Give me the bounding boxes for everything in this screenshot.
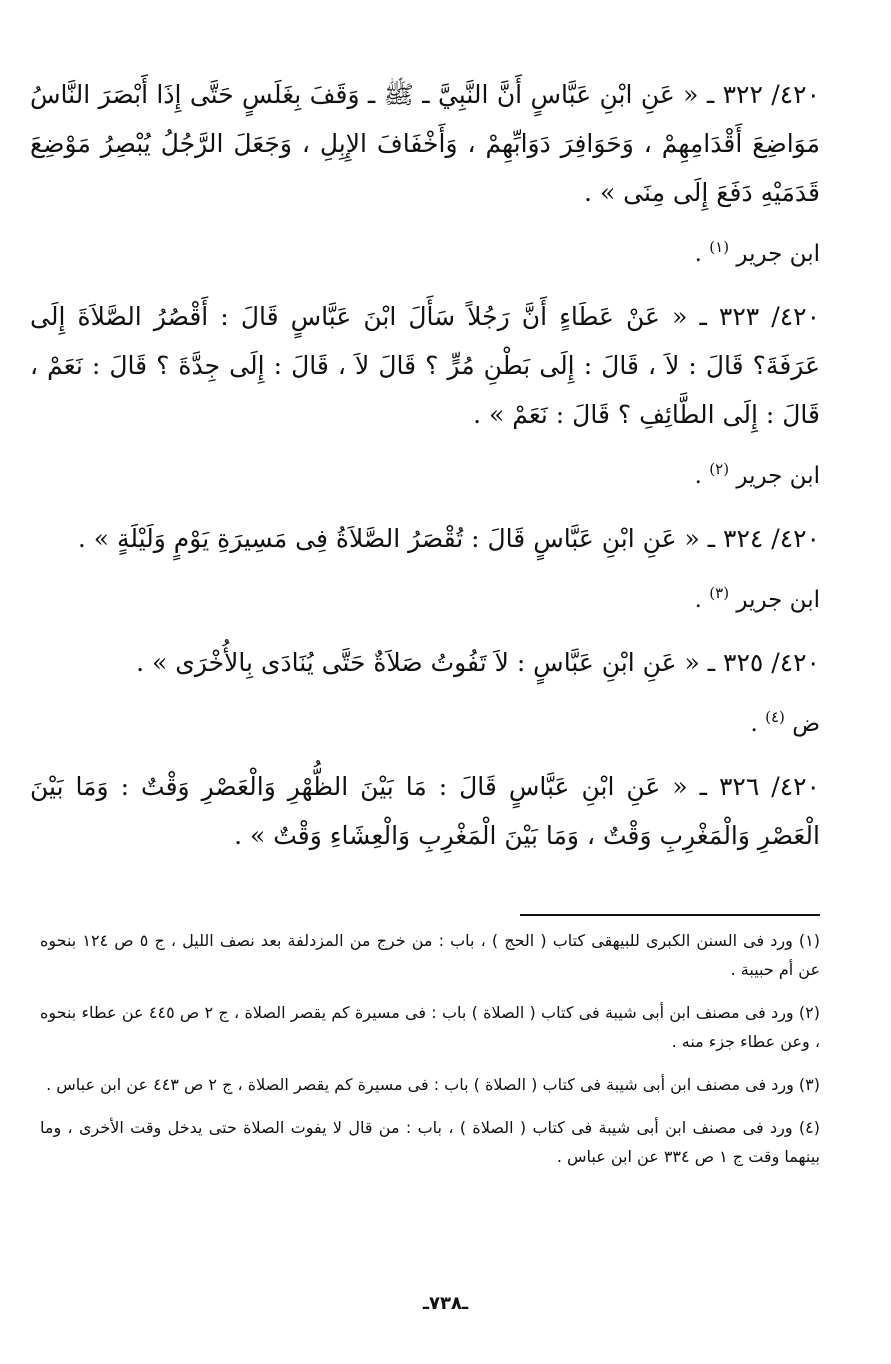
hadith-entry-325: ٤٢٠/ ٣٢٥ ـ « عَنِ ابْنِ عَبَّاسٍ : لاَ تَفُوتُ صَلاَةٌ حَتَّى يُنَادَى بِالأُخْرَى » . xyxy=(136,648,820,677)
footnote-ref-4[interactable]: (٤) xyxy=(765,708,785,726)
source-period: . xyxy=(750,711,758,737)
footnote-1: (١) ورد فى السنن الكبرى للبيهقى كتاب ( الحج ) ، باب : من خرج من المزدلفة بعد نصف الليل ، ج ٥ ص ١٢٤ بنحوه عن أم حبيبة . xyxy=(40,931,821,979)
source-line-3 xyxy=(30,573,820,620)
source-line-1 xyxy=(30,227,820,274)
source-name: ابن جرير xyxy=(736,587,820,613)
source-line-4 xyxy=(30,697,820,744)
source-line-2 xyxy=(30,449,820,496)
source-name: ابن جرير xyxy=(736,463,820,489)
footnote-ref-3[interactable]: (٣) xyxy=(709,584,730,602)
source-period: . xyxy=(694,241,702,267)
page-body xyxy=(30,70,820,870)
footnotes xyxy=(40,926,820,1185)
hadith-entry-322: ٤٢٠/ ٣٢٢ ـ « عَنِ ابْنِ عَبَّاسٍ أَنَّ النَّبِيَّ ـ ﷺ ـ وَقَفَ بِغَلَسٍ حَتَّى إِذَا أَبْصَرَ النَّاسُ مَوَاضِعَ أَقْدَامِهِمْ ، وَحَوَافِرَ دَوَابِّهِمْ ، وَأَخْفَافَ الإِبِلِ ، وَجَعَلَ الرَّجُلُ يُبْصِرُ مَوْضِعَ قَدَمَيْهِ دَفَعَ إِلَى مِنَى » . xyxy=(30,80,821,207)
footnote-3: (٣) ورد فى مصنف ابن أبى شيبة فى كتاب ( الصلاة ) باب : فى مسيرة كم يقصر الصلاة ، ج ٢ ص ٤٤٣ عن ابن عباس . xyxy=(46,1075,820,1094)
hadith-entry-324: ٤٢٠/ ٣٢٤ ـ « عَنِ ابْنِ عَبَّاسٍ قَالَ : تُقْصَرُ الصَّلاَةُ فِى مَسِيرَةِ يَوْمٍ وَلَيْلَةٍ » . xyxy=(77,524,820,553)
source-name: ض xyxy=(792,711,820,737)
footnote-4: (٤) ورد فى مصنف ابن أبى شيبة فى كتاب ( الصلاة ) ، باب : من قال لا يفوت الصلاة حتى يدخل وقت الأخرى ، وما بينهما وقت ج ١ ص ٣٣٤ عن ابن عباس . xyxy=(40,1118,820,1166)
hadith-entry-326: ٤٢٠/ ٣٢٦ ـ « عَنِ ابْنِ عَبَّاسٍ قَالَ : مَا بَيْنَ الظُّهْرِ وَالْعَصْرِ وَقْتٌ : وَمَا بَيْنَ الْعَصْرِ وَالْمَغْرِبِ وَقْتٌ ، وَمَا بَيْنَ الْمَغْرِبِ وَالْعِشَاءِ وَقْتٌ » . xyxy=(30,772,820,850)
hadith-entry-323: ٤٢٠/ ٣٢٣ ـ « عَنْ عَطَاءٍ أَنَّ رَجُلاً سَأَلَ ابْنَ عَبَّاسٍ قَالَ : أَقْصُرُ الصَّلاَةَ إِلَى عَرَفَةَ؟ قَالَ : لاَ ، قَالَ : إِلَى بَطْنِ مُرٍّ ؟ قَالَ لاَ ، قَالَ : إِلَى جِدَّةَ ؟ قَالَ : نَعَمْ ، قَالَ : إِلَى الطَّائِفِ ؟ قَالَ : نَعَمْ » . xyxy=(30,302,821,429)
source-period: . xyxy=(694,587,702,613)
footnote-ref-2[interactable]: (٢) xyxy=(709,460,730,478)
source-period: . xyxy=(694,463,702,489)
footnote-divider xyxy=(520,914,820,916)
footnote-ref-1[interactable]: (١) xyxy=(709,238,730,256)
footnote-2: (٢) ورد فى مصنف ابن أبى شيبة فى كتاب ( الصلاة ) باب : فى مسيرة كم يقصر الصلاة ، ج ٢ ص ٤٤٥ عن عطاء بنحوه ، وعن عطاء جزء منه . xyxy=(40,1003,821,1051)
source-name: ابن جرير xyxy=(736,241,820,267)
page-number: ـ٧٣٨ـ xyxy=(422,1293,469,1314)
